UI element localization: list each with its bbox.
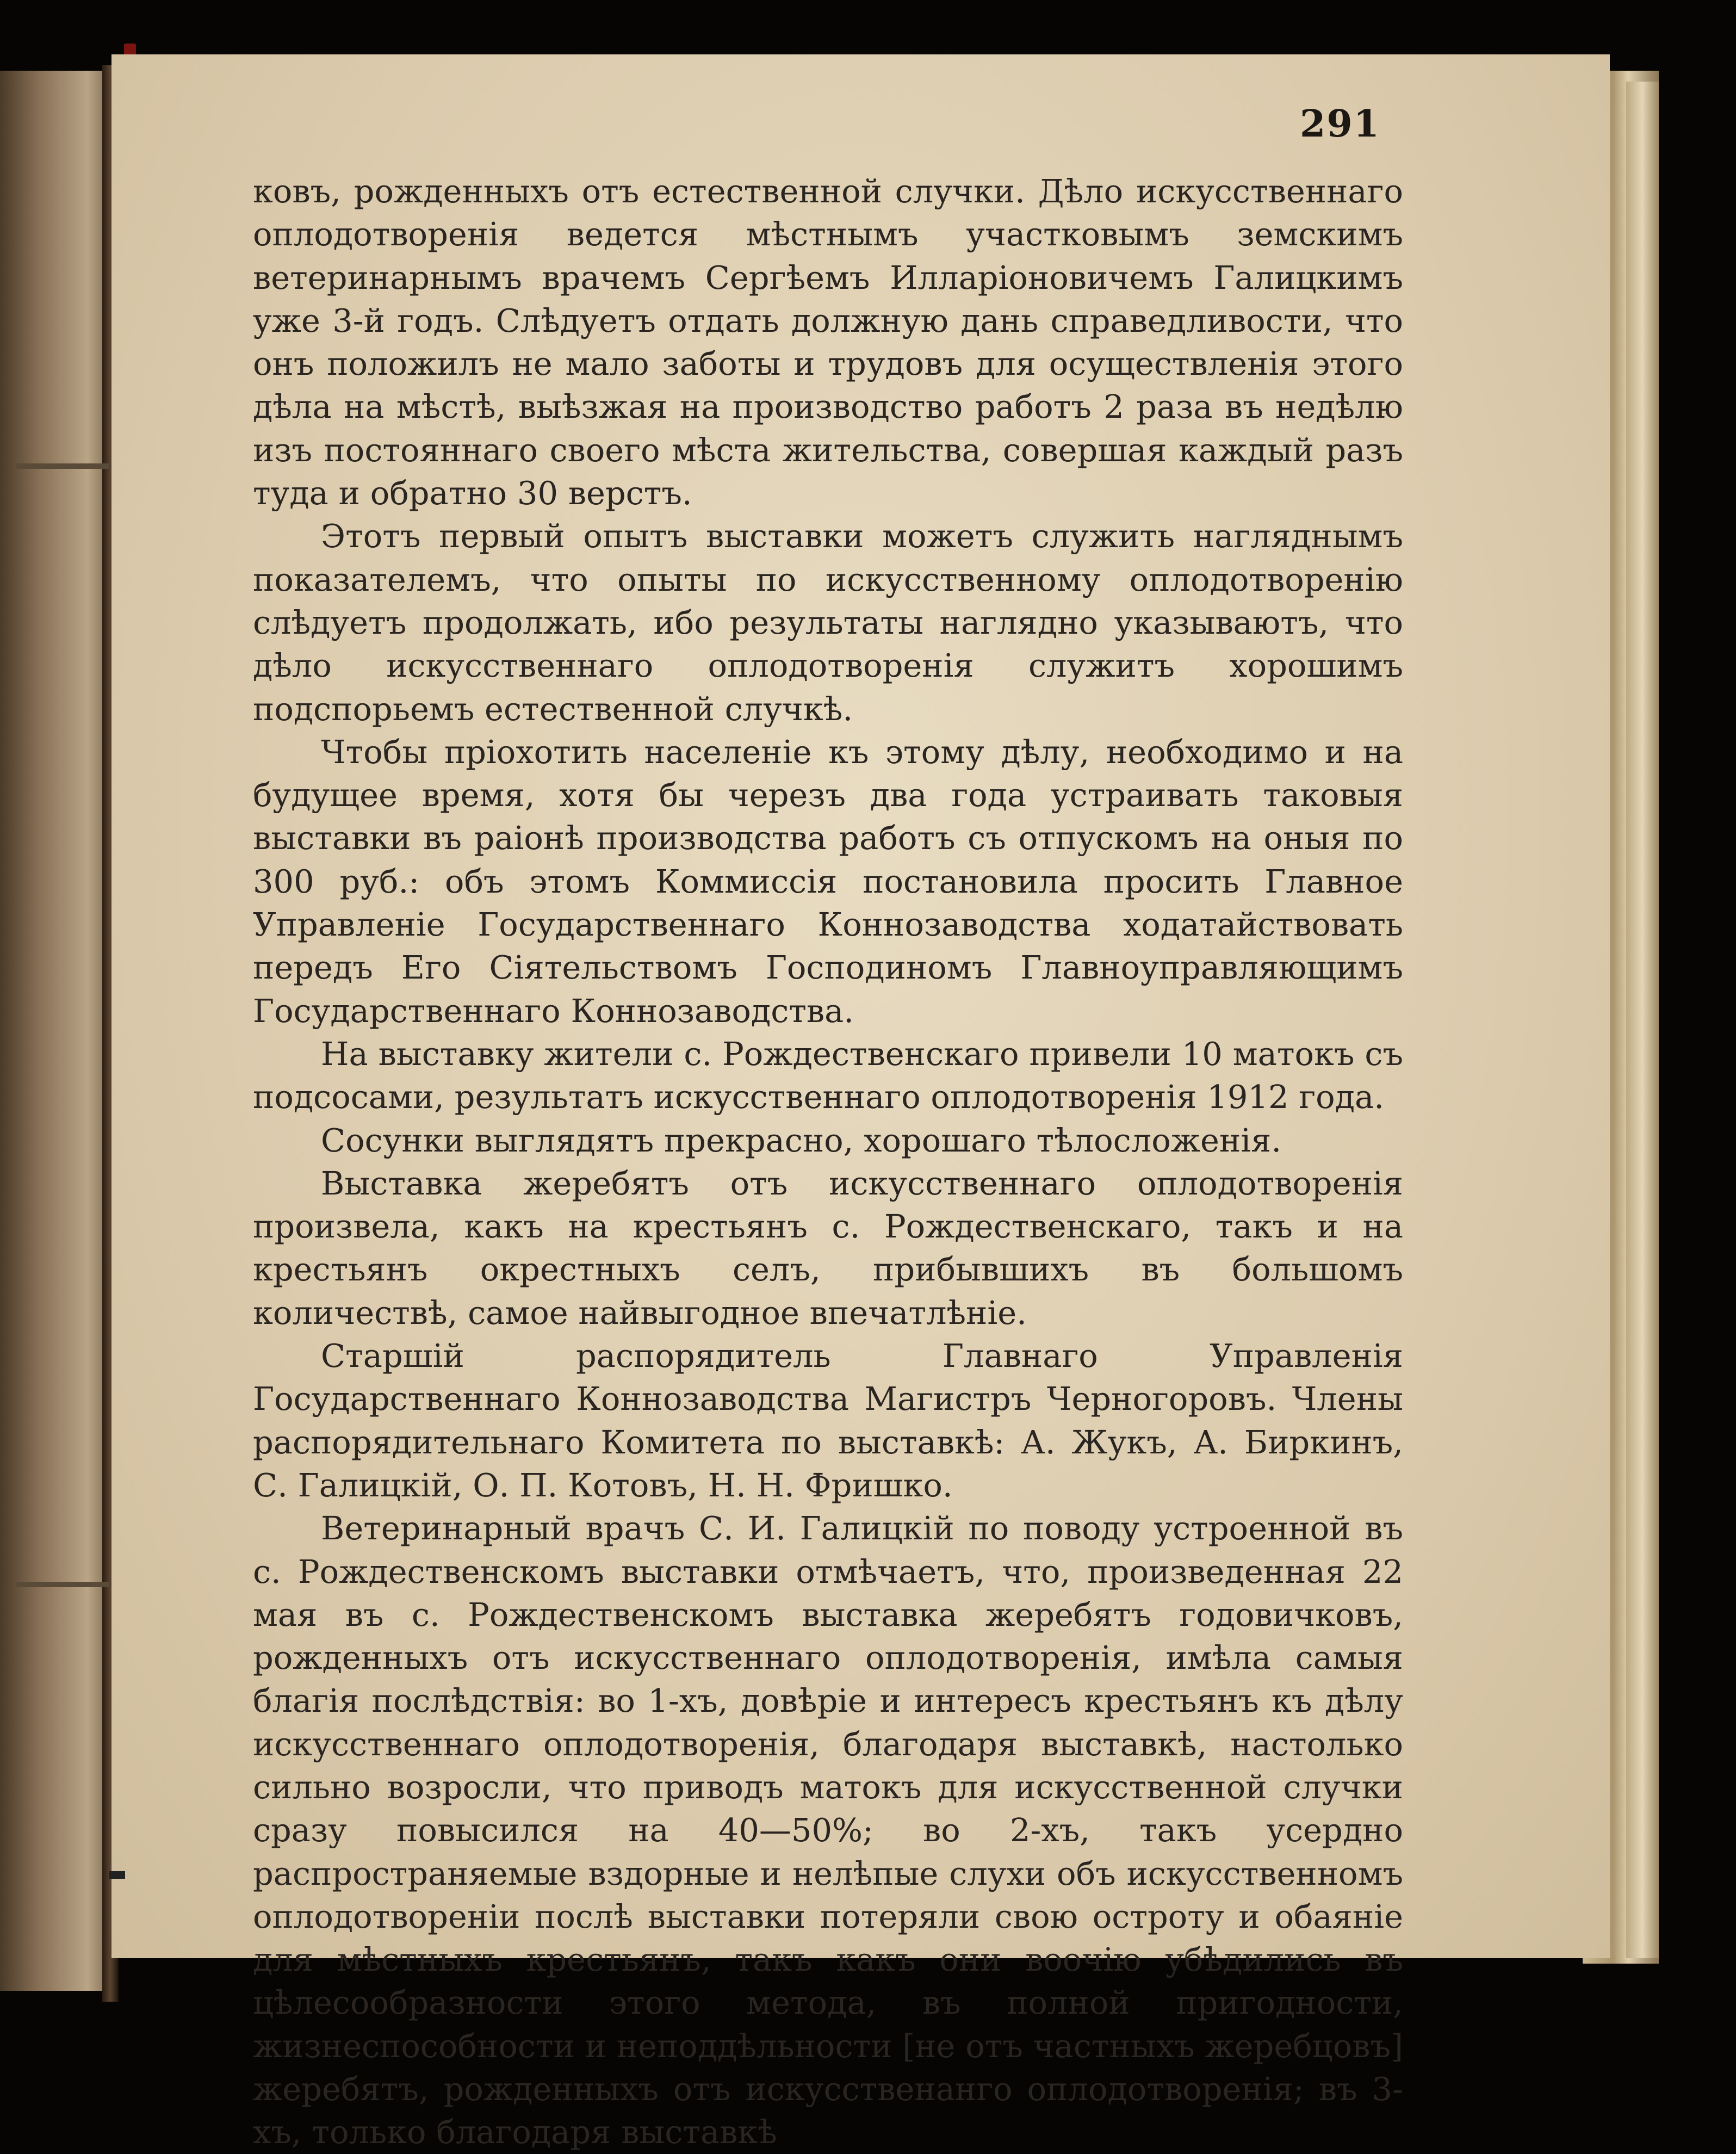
page-stack-edge-outer <box>1626 82 1659 1958</box>
paragraph: Сосунки выглядятъ прекрасно, хорошаго тѣлосложенія. <box>321 1121 1282 1159</box>
page-number: 291 <box>1300 102 1380 146</box>
body-text <box>253 170 1403 2154</box>
binding-thread <box>16 1582 109 1587</box>
paragraph: Выставка жеребятъ отъ искусственнаго оплодотворенія произвела, какъ на крестьянъ с. Рождественскаго, такъ и на крестьянъ окрестныхъ селъ, прибывшихъ въ большомъ количествѣ, самое найвыгодное впечатлѣніе. <box>253 1164 1403 1332</box>
binding-thread <box>16 463 109 469</box>
paragraph: Этотъ первый опытъ выставки можетъ служить нагляднымъ показателемъ, что опыты по искусственному оплодотворенію слѣдуетъ продолжать, ибо результаты наглядно указываютъ, что дѣло искусственнаго оплодотворенія служитъ хорошимъ подспорьемъ естественной случкѣ. <box>253 517 1403 728</box>
left-page-edge <box>0 71 117 1991</box>
binding-thread <box>109 1871 125 1879</box>
paragraph: ковъ, рожденныхъ отъ естественной случки. Дѣло искусственнаго оплодотворенія ведется мѣстнымъ участковымъ земскимъ ветеринарнымъ врачемъ Сергѣемъ Илларіоновичемъ Галицкимъ уже 3-й годъ. Слѣдуетъ отдать должную дань справедливости, что онъ положилъ не мало заботы и трудовъ для осуществленія этого дѣла на мѣстѣ, выѣзжая на производство работъ 2 раза въ недѣлю изъ постояннаго своего мѣста жительства, совершая каждый разъ туда и обратно 30 верстъ. <box>253 172 1403 512</box>
paragraph: На выставку жители с. Рождественскаго привели 10 матокъ съ подсосами, результатъ искусственнаго оплодотворенія 1912 года. <box>253 1035 1403 1116</box>
paragraph: Ветеринарный врачъ С. И. Галицкій по поводу устроенной въ с. Рождественскомъ выставки отмѣчаетъ, что, произведенная 22 мая въ с. Рождественскомъ выставка жеребятъ годовичковъ, рожденныхъ отъ искусственнаго оплодотворенія, имѣла самыя благія послѣдствія: во 1-хъ, довѣріе и интересъ крестьянъ къ дѣлу искусственнаго оплодотворенія, благодаря выставкѣ, настолько сильно возросли, что приводъ матокъ для искусственной случки сразу повысился на 40—50%; во 2-хъ, такъ усердно распространяемые вздорные и нелѣпые слухи объ искусственномъ оплодотвореніи послѣ выставки потеряли свою остроту и обаяніе для мѣстныхъ крестьянъ, такъ какъ они воочію убѣдились въ цѣлесообразности этого метода, въ полной пригодности, жизнеспособности и неподдѣльности [не отъ частныхъ жеребцовъ] жеребятъ, рожденныхъ отъ искусственанго оплодотворенія; въ 3-хъ, только благодаря выставкѣ <box>253 1509 1404 2151</box>
paragraph: Старшій распорядитель Главнаго Управленія Государственнаго Коннозаводства Магистръ Черногоровъ. Члены распорядительнаго Комитета по выставкѣ: А. Жукъ, А. Биркинъ, С. Галицкій, О. П. Котовъ, Н. Н. Фришко. <box>253 1337 1403 1504</box>
paragraph: Чтобы пріохотить населеніе къ этому дѣлу, необходимо и на будущее время, хотя бы черезъ два года устраивать таковыя выставки въ раіонѣ производства работъ съ отпускомъ на оныя по 300 руб.: объ этомъ Коммиссія постановила просить Главное Управленіе Государственнаго Коннозаводства ходатайствовать передъ Его Сіятельствомъ Господиномъ Главноуправляющимъ Государственнаго Коннозаводства. <box>253 733 1403 1030</box>
